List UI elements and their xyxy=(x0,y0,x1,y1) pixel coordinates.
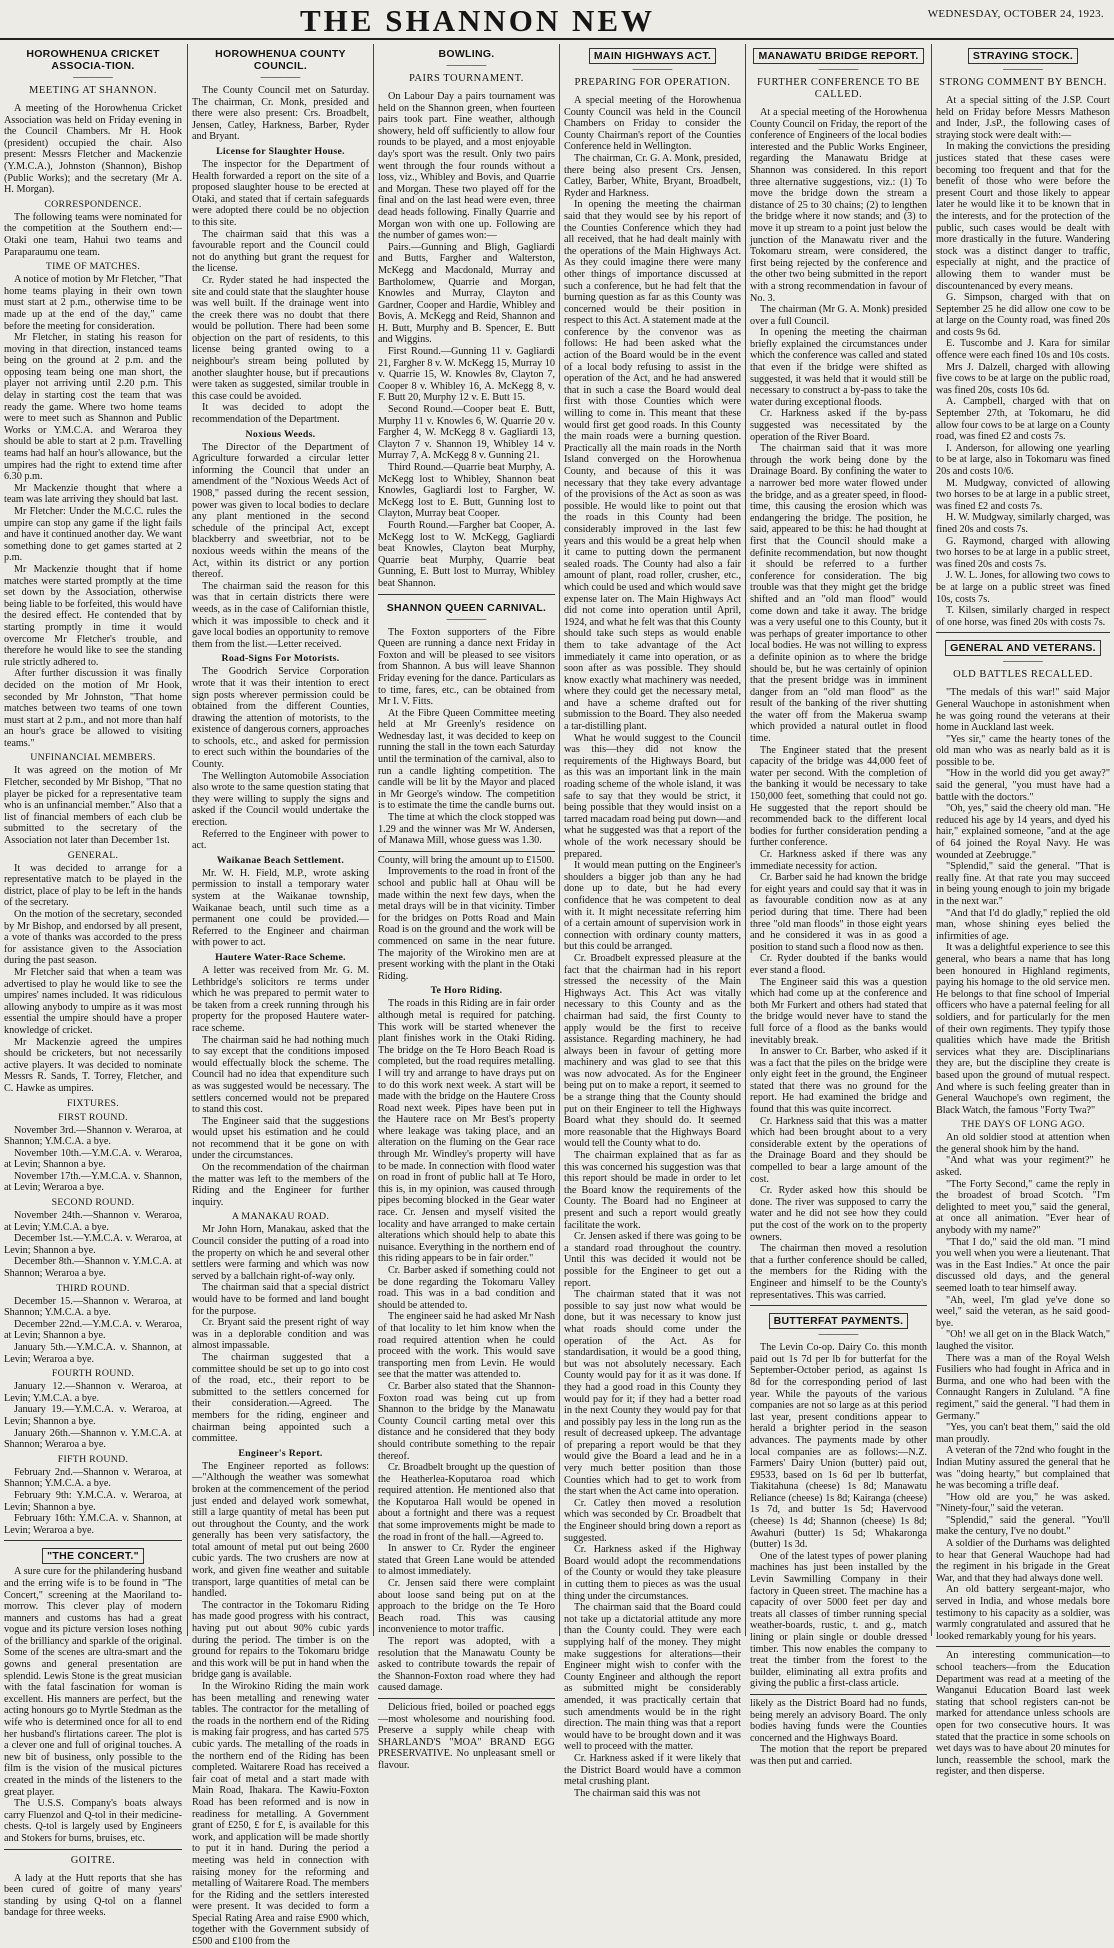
paragraph: "That I do," said the old man. "I mind you well when you were a lieutenant. That was in the East Indies." At once the pair discussed old days, and the general seemed loath to tear himself away. xyxy=(936,1236,1110,1294)
paragraph: The chairman (Mr G. A. Monk) presided over a full Council. xyxy=(750,304,927,327)
paragraph: In the Wirokino Riding the main work has been metalling and renewing water tables. The contractor for the metalling of the roads in the northern end of the Riding is making fair progress, and has carted 575 cubic yards. The metalling of the roads in the northern end of the Riding has been completed. Waitarere Road has received a fair coat of metal and a start made with Main Road, Ihakara. The Kawiu-Foxton Road has been reformed and is now in readiness for metalling. A Government grant of £250, £ for £, is available for this work, and application will be made shortly to put it in hand. During the period a meeting was held in connection with raising money for the reforming and metalling of Waitarere Road. The members for the Riding and the settlers interested were present. It was decided to form a Special Rating Area and raise £900 which, together with the Government subsidy of £500 and £100 from the xyxy=(192,1681,369,1948)
subheadline: PREPARING FOR OPERATION. xyxy=(574,77,731,88)
paragraph: After further discussion it was finally decided on the motion of Mr Hook, seconded by Mr Johnston, "That home matches between two teams of one town must start at 2 p.m., and not more than half an hour's grace be allowed to visiting teams." xyxy=(4,668,182,749)
column-rule xyxy=(373,44,374,1636)
paragraph: Cr. Bryant said the present right of way was in a deplorable condition and was almost impassable. xyxy=(192,1317,369,1352)
paragraph: J. W. L. Jones, for allowing two cows to be at large on a public street was fined 10s, costs 7s. xyxy=(936,570,1110,605)
paragraph: Mr John Horn, Manakau, asked that the Council consider the putting of a road into the property on which he and several other settlers were farming and which was now served by a ballchain right-of-way only. xyxy=(192,1224,369,1282)
fixture-line: November 3rd.—Shannon v. Weraroa, at Shannon; Y.M.C.A. a bye. xyxy=(4,1124,182,1148)
paragraph: The Engineer said this was a question which had come up at the conference and both Mr Furkert and others had stated that the bridge would never have to stand the full force of a flood as the banks would inevitably break. xyxy=(750,976,927,1046)
paragraph: There was a man of the Royal Welsh Fusiliers who had fought in Africa and in Burma, and one who had been with the Connaught Rangers in Zululand. "A fine regiment," said the general. "I had them in Germany." xyxy=(936,1352,1110,1422)
section-heading: Road-Signs For Motorists. xyxy=(221,653,340,665)
article-header xyxy=(936,632,1110,658)
headline: GENERAL AND VETERANS. xyxy=(945,640,1101,656)
paragraph: The chairman said the reason for this was that in certain districts there were weeds, as in the case of Californian thistle, which it was impossible to check and it gave local bodies an opportunity to remove them from the list.—Letter received. xyxy=(192,580,369,650)
headline: BOWLING. xyxy=(438,48,495,60)
paragraph: The chairman suggested that a committee should be set up to go into cost of the road, etc., their report to be submitted to the settlers concerned for their consideration.—Agreed. The members for the riding, engineer and chairman being appointed such a committee. xyxy=(192,1351,369,1445)
paragraph: It was agreed on the motion of Mr Fletcher, seconded by Mr Bishop, "That no player be picked for a representative team who is an unfinancial member." Also that a list of financial members of each club be submitted to the secretary of the Association not later than December 1st. xyxy=(4,765,182,847)
headline: HOROWHENUA CRICKET ASSOCIA-TION. xyxy=(26,48,160,72)
paragraph: It was decided to adopt the recommendation of the Department. xyxy=(192,402,369,426)
paragraph: G. Simpson, charged with that on September 25 he did allow one cow to be at large on the County road, was fined 20s and costs 9s 6d. xyxy=(936,292,1110,338)
paragraph: The Goodrich Service Corporation wrote that it was their intention to erect sign posts wherever permission could be obtained from the different Counties, drawing the attention of motorists, to the existence of dangerous corners, approaches to schools, etc., and asked for permission to erect such within the boundaries of the County. xyxy=(192,666,369,771)
paragraph: The inspector for the Department of Health forwarded a report on the site of a proposed slaughter house to be erected at Otaki, and stated that if certain safeguards were adopted there could be no objection to this site. xyxy=(192,158,369,228)
paragraph: Cr. Ryder asked how this should be done. The river was supposed to carry the water and he did not see how they could put the cost of the work on to the property owners. xyxy=(750,1185,927,1243)
headline: GOITRE. xyxy=(70,1854,116,1866)
column-3 xyxy=(378,44,555,1771)
ornament-rule: ─────── xyxy=(818,1330,859,1340)
paragraph: "The Forty Second," came the reply in the broadest of broad Scotch. "I'm delighted to meet you," said the general, at once all animation. "Ever hear of anybody with my name?" xyxy=(936,1178,1110,1237)
paragraph: I. Anderson, for allowing one yearling to be at large, also in Tokomaru was fined 20s and costs 10/6. xyxy=(936,442,1110,477)
fixture-line: November 10th.—Y.M.C.A. v. Weraroa, at Levin; Shannon a bye. xyxy=(4,1147,182,1171)
newspaper-title: THE SHANNON NEW xyxy=(300,3,656,38)
fixture-line: December 1st.—Y.M.C.A. v. Weraroa, at Levin; Shannon a bye. xyxy=(4,1233,182,1256)
paragraph: Cr. Broadbelt expressed pleasure at the fact that the chairman had in his report stressed the necessity of the Main Highways Act. This Act was vitally necessary to this County and as the chairman had said, the first County to apply would be the first to receive assistance. Regarding machinery, he had always been in favour of getting more machinery and was glad to see that this was now advocated. As for the Engineer being put on to make a report, it seemed to be a strange thing that the County should put on their Engineer to tell the Highways Board what they should do. It seemed more reasonable that the Highways Board would tell the County what to do. xyxy=(564,952,741,1150)
paragraph: The chairman explained that as far as this was concerned his suggestion was that this report should be made in order to let the Board know the requirements of the County. The Board had no Engineer at present and such a report would greatly facilitate the work. xyxy=(564,1150,741,1231)
paragraph: "Oh! we all get on in the Black Watch," laughed the visitor. xyxy=(936,1329,1110,1352)
paragraph: In answer to Cr. Barber, who asked if it was a fact that the piles on the bridge were only eight feet in the ground, the Engineer stated that there was no ground for the report. He had examined the bridge and found that this was quite incorrect. xyxy=(750,1046,927,1116)
paragraph: In making the convictions the presiding justices stated that these cases were becoming too frequent and that for the benefit of those who were before the present Court and those likely to appear later he would like it to be known that in the interests, and for the protection of the public, such cases would be dealt with more drastically in the future. Wandering stock was a distinct danger to traffic, especially at night, and the practice of allowing them to wander must be discountenanced by every means. xyxy=(936,141,1110,292)
paragraph: Referred to the Engineer with power to act. xyxy=(192,828,369,852)
paragraph: "Yes, you can't beat them," said the old man proudly. xyxy=(936,1422,1110,1445)
column-5 xyxy=(750,44,927,1767)
subheadline: PAIRS TOURNAMENT. xyxy=(409,73,524,84)
paragraph: It was decided to arrange for a representative match to be played in the district, place of play to be left in the hands of the secretary. xyxy=(4,862,182,909)
section-heading: FIRST ROUND. xyxy=(58,1111,128,1123)
fixture-line: December 15.—Shannon v. Weraroa, at Shannon; Y.M.C.A. a bye. xyxy=(4,1295,182,1319)
ornament-rule: ─────── xyxy=(446,614,487,624)
section-heading: Te Horo Riding. xyxy=(430,985,503,997)
paragraph: The chairman, Cr. G. A. Monk, presided, there being also present Crs. Jensen, Catley, Barber, White, Bryant, Broadbelt, Ryder and Harkness. xyxy=(564,152,741,199)
paragraph: "Splendid," said the general. "That is really fine. At that rate you may succeed in being young enough to join my brigade in the next war." xyxy=(936,861,1110,907)
paragraph: The Director of the Department of Agriculture forwarded a circular letter informing the Council that under an amendment of the "Noxious Weeds Act of 1908," passed during the recent session, power was given to local bodies to declare any plant mentioned in the second schedule of the principal Act, except blackberry and sweetbriar, not to be noxious weeds within the means of the Act, within its district or any portion thereof. xyxy=(192,441,369,581)
paragraph: A veteran of the 72nd who fought in the Indian Mutiny assured the general that he was "doing hearty," but complained that he was becoming a trifle deaf. xyxy=(936,1445,1110,1492)
paragraph: On the motion of the secretary, seconded by Mr Bishop, and endorsed by all present, a vote of thanks was accorded to the press for assistance given to the Association during the past season. xyxy=(4,909,182,967)
headline: "THE CONCERT." xyxy=(42,1548,144,1564)
paragraph: County, will bring the amount up to £1500. xyxy=(378,854,555,866)
paragraph: The U.S.S. Company's boats always carry Fluenzol and Q-tol in their medicine-chests. Q-tol is largely used by Engineers and Stokers for burns, bruises, etc. xyxy=(4,1798,182,1844)
headline: MANAWATU BRIDGE REPORT. xyxy=(753,48,923,64)
fixture-line: February 9th: Y.M.C.A. v. Weraroa, at Levin; Shannon a bye. xyxy=(4,1489,182,1513)
section-heading: FIFTH ROUND. xyxy=(57,1453,129,1465)
paragraph: An old soldier stood at attention when the general shook him by the hand. xyxy=(936,1132,1110,1155)
paragraph: A soldier of the Durhams was delighted to hear that General Wauchope had had the regiment in his brigade in the Great War, and that they had always done well. xyxy=(936,1538,1110,1584)
article-header xyxy=(192,48,369,82)
subheadline: FURTHER CONFERENCE TO BE CALLED. xyxy=(757,77,920,100)
article-header xyxy=(378,594,555,624)
paragraph: First Round.—Gunning 11 v. Gagliardi 21, Fargher 8 v. W. McKegg 15, Murray 10 v. Quarrie 15, W. Knowles 8v, Clayton 7, Cooper 8 v. Whibley 16, A. McKegg 8, v. F. Butt 20, Murphy 12 v. E. Butt 15. xyxy=(378,346,555,404)
article-header xyxy=(564,44,741,66)
column-rule xyxy=(559,44,560,1636)
paragraph: A meeting of the Horowhenua Cricket Association was held on Friday evening in the Council Chambers. Mr H. Hook (president) occupied the chair. Also present: Messrs Fletcher and Mackenzie (Y.M.C.A.), Johnston (Shannon), Bishop (Public Works); and the secretary (Mr A. H. Morgan). xyxy=(4,103,182,196)
paragraph: In answer to Cr. Ryder the engineer stated that Green Lane would be attended to almost immediately. xyxy=(378,1543,555,1578)
paragraph: Cr. Harkness asked if the by-pass suggested was necessitated by the operation of the River Board. xyxy=(750,408,927,443)
section-heading: Noxious Weeds. xyxy=(245,428,316,440)
ornament-rule: ─────── xyxy=(260,73,301,82)
paragraph: The engineer said he had asked Mr Nash of that locality to let him know when the road required attention when he could proceed with the work. This would save transporting men from Levin. He would see that the matter was attended to. xyxy=(378,1311,555,1381)
subheadline: OLD BATTLES RECALLED. xyxy=(953,669,1093,681)
paragraph: "Ah, weel, I'm glad ye've done so weel," said the veteran, as he said good-bye. xyxy=(936,1294,1110,1329)
paragraph: A sure cure for the philandering husband and the erring wife is to be found in "The Concert," screening at the Maoriland to-morrow. This clever play of modern manners and customs has had a great vogue and its picture version loses nothing of the brilliancy and sparkle of the original. Some of the scenes are ultra-smart and the gowns and general presentation are splendid. Lewis Stone is the great musician with the fatal fascination for woman is excellent. His manners are perfect, but the acting honours go to Myrtle Stedman as the wife who is determined once for all to end her husband's flirtations career. The plot is a clever one and full of original touches. A new bit of business, only possible to the film is the vision of the musical pictures created in the minds of the listeners to the great player. xyxy=(4,1566,182,1798)
paragraph: Mr Mackenzie agreed the umpires should be cricketers, but not necessarily active players. It was decided to nominate Messrs R. Sands, T. Torrey, Fletcher, and C. Hawke as umpires. xyxy=(4,1036,182,1094)
article-header xyxy=(4,1849,182,1867)
paragraph: The motion that the report be prepared was then put and carried. xyxy=(750,1744,927,1767)
subheadline: MEETING AT SHANNON. xyxy=(28,85,157,96)
fixture-line: November 17th.—Y.M.C.A. v. Shannon, at Levin; Weraroa a bye. xyxy=(4,1170,182,1194)
section-heading: FIXTURES. xyxy=(67,1097,119,1109)
paragraph: The Engineer said that the suggestions would upset his estimation and he could not recommend that it be gone on with under the circumstances. xyxy=(192,1115,369,1162)
column-rule xyxy=(187,44,188,1636)
article-header xyxy=(750,44,927,66)
section-heading: CORRESPONDENCE. xyxy=(44,198,142,210)
paragraph: Cr. Jensen said there were complaint about loose sand being put on at the approach to the bridge on the Te Horo Beach road. This was causing inconvenience to motor traffic. xyxy=(378,1578,555,1636)
paragraph: Cr. Harkness asked if there was any immediate necessity for action. xyxy=(750,849,927,872)
article-header xyxy=(4,1540,182,1566)
paragraph: likely as the District Board had no funds, being merely an advisory Board. The only bodies having funds were the Counties concerned and the Highways Board. xyxy=(750,1697,927,1744)
paragraph: What he would suggest to the Council was this—they did not know the requirements of the Highways Board, but as this was an important link in the main roading scheme of the whole island, it was safe to say that they would be strict, it being possible that they would insist on a tarred macadam road being put down—and what he suggested was that a report of the whole of the work necessary should be prepared. xyxy=(564,732,741,860)
paragraph: Mr Mackenzie thought that if home matches were started promptly at the time set down by the Association, otherwise being liable to be forfeited, this would have the desired effect. He contended that by starting promptly in time it would overcome Mr Fletcher's trouble, and therefore he would like to see the standing rule strictly adhered to. xyxy=(4,563,182,668)
fixture-line: December 8th.—Shannon v. Y.M.C.A. at Shannon; Weraroa a bye. xyxy=(4,1256,182,1280)
paragraph: Cr. Catley then moved a resolution which was seconded by Cr. Broadbelt that the Engineer should bring down a report as suggested. xyxy=(564,1497,741,1544)
paragraph: Mr. W. H. Field, M.P., wrote asking permission to install a temporary water system at the Waikanae township, Waikanae beach, until such time as a permanent one could be provided.—Referred to the Engineer and chairman with power to act. xyxy=(192,867,369,949)
paragraph: "The medals of this war!" said Major General Wauchope in astonishment when he was going round the veterans at their home in Auckland last week. xyxy=(936,687,1110,734)
paragraph: An old battery sergeant-major, who served in India, and whose medals bore testimony to his capacity as a soldier, was warmly congratulated and assured that he looked remarkably young for his years. xyxy=(936,1584,1110,1642)
paragraph: "How old are you," he was asked. "Ninety-four," said the veteran. xyxy=(936,1491,1110,1515)
paragraph: M. Mudgway, convicted of allowing two horses to be at large in a public street, was fined £2 and costs 7s. xyxy=(936,477,1110,512)
paragraph: The Foxton supporters of the Fibre Queen are running a dance next Friday in Foxton and will be pleased to see visitors from Shannon. A bus will leave Shannon Friday evening for the dance. Particulars as to time, fares, etc., can be obtained from Mr I. V. Fitts. xyxy=(378,626,555,708)
ornament-rule: ─────── xyxy=(1003,65,1043,74)
paragraph: The contractor in the Tokomaru Riding has made good progress with his contract, having put out about 90% cubic yards during the period. The timber is on the ground for repairs to the Tokomaru bridge and this work will be put in hand when the bridge gang is available. xyxy=(192,1599,369,1681)
column-6 xyxy=(936,44,1110,1778)
paragraph: On the recommendation of the chairman the matter was left to the members of the Riding and the Engineer for further inquiry. xyxy=(192,1162,369,1208)
headline: STRAYING STOCK. xyxy=(968,48,1078,64)
paragraph: It was a delightful experience to see this general, who bears a name that has long been honoured in Highland regiments, paying his homage to the old service men. He belongs to that fine school of Imperial officers who have a paternal feeling for all soldiers, and for particularly for the men of their own regiments. They typify those qualities which have made the British services what they are. Disciplinarians they are, but the discipline they create is based upon the ground of mutual respect. And where is such feeling greater than in General Wauchope's own regiment, the Black Watch, the famous "Forty Twa?" xyxy=(936,942,1110,1116)
section-heading: SECOND ROUND. xyxy=(51,1197,135,1209)
section-heading: TIME OF MATCHES. xyxy=(45,261,141,273)
paragraph: T. Kilsen, similarly charged in respect of one horse, was fined 20s with costs 7s. xyxy=(936,605,1110,628)
fixture-line: January 19.—Y.M.C.A. v. Weraroa, at Levin; Shannon a bye. xyxy=(4,1404,182,1427)
fixture-line: February 2nd.—Shannon v. Weraroa, at Shannon; Y.M.C.A. a bye. xyxy=(4,1466,182,1490)
paragraph: A notice of motion by Mr Fletcher, "That home teams playing in their own town must start at 2 p.m., otherwise time to be made up at the end of the day," came before the meeting for consideration. xyxy=(4,274,182,332)
paragraph: Third Round.—Quarrie beat Murphy, A. McKegg lost to Whibley, Shannon beat Knowles, Gagliardi lost to Fargher, W. McKegg lost to E. Butt, Gunning lost to Clayton, Murray beat Cooper. xyxy=(378,462,555,520)
paragraph: The report was adopted, with a resolution that the Manawatu County be asked to contribute towards the repair of the Shannon-Foxton road where they had caused damage. xyxy=(378,1636,555,1694)
paragraph: On Labour Day a pairs tournament was held on the Shannon green, when fourteen pairs took part. Fine weather, although showery, held off sufficiently to allow four rounds to be played, and a most enjoyable day's sport was the result. Only two pairs went through the four rounds without a loss, viz., Whibley and Bovis, and Quarrie and Morgan. These two played off for the final and on the last head were even, three dead heads following. Finally Quarrie and Morgan won with one up. Following are the number of games won:— xyxy=(378,91,555,242)
paragraph: "Yes sir," came the hearty tones of the old man who was as nearly bald as it is possible to be. xyxy=(936,733,1110,768)
section-heading: Waikanae Beach Settlement. xyxy=(216,854,345,866)
paragraph: The chairman said that the Board could not take up a dictatorial attitude any more than the County could. They were each supplying half of the money. They might make suggestions for alterations—their Engineer might wish to confer with the County Engineer and although the report as submitted might be considerably amended, it was practically certain that such amendments would be in the right direction. The main thing was that a report would have to be brought down and it was well to proceed with the matter. xyxy=(564,1602,741,1753)
section-heading: License for Slaughter House. xyxy=(216,145,345,157)
paragraph: "Oh, yes," said the cheery old man. "He reduced his age by 14 years, and dyed his hair," explained someone, "and at the age of 64 joined the Royal Navy. He was wounded at Zeebrugge." xyxy=(936,803,1110,861)
paragraph: "How in the world did you get away?" said the general, "you must have had a battle with the doctors." xyxy=(936,768,1110,803)
paragraph: Mrs J. Dalzell, charged with allowing five cows to be at large on the public road, was fined 20s, costs 10s 6d. xyxy=(936,361,1110,396)
fixture-line: January 26th.—Shannon v. Y.M.C.A. at Shannon; Weraroa a bye. xyxy=(4,1427,182,1451)
paragraph: A lady at the Hutt reports that she has been cured of goitre of many years' standing by using Q-tol on a flannel bandage for three weeks. xyxy=(4,1872,182,1919)
paragraph: Cr. Harkness said that this was a matter which had been brought about to a very considerable extent by the operations of the Drainage Board and they should be compelled to bear a large amount of the cost. xyxy=(750,1115,927,1185)
paragraph: Mr Fletcher said that when a team was advertised to play he would like to see the umpires' names included. It was ridiculous allowing anybody to umpire as it was most essential the umpire should have a proper knowledge of cricket. xyxy=(4,966,182,1036)
masthead xyxy=(0,0,1114,40)
paragraph: Mr Fletcher: Under the M.C.C. rules the umpire can stop any game if the light fails and have it continued another day. We want something done to get games started at 2 p.m. xyxy=(4,506,182,564)
ornament-rule: ─────── xyxy=(446,61,487,70)
paragraph: The chairman stated that it was not possible to say just now what would be done, but it was necessary to know just what roads should come under the operation of the Act. As for standardisation, it would be a good thing, but was not absolutely necessary. Each County would pay for it as it was done. If they had a good road in this County they would pay for it; if they had a better road in the next County they would pay for that and possibly pay less in the long run as the result of decreased upkeep. The advantage of preparing a report would be that they would give the Board a lead and he in a very much better position than those Counties which had to get to work from the start when the Act came into operation. xyxy=(564,1289,741,1498)
article-header xyxy=(936,44,1110,66)
paragraph: "Splendid," said the general. "You'll make the century, I've no doubt." xyxy=(936,1514,1110,1538)
section-heading: Hautere Water-Race Scheme. xyxy=(215,951,346,963)
section-heading: FOURTH ROUND. xyxy=(51,1368,135,1380)
paragraph: The chairman said that this was a favourable report and the Council could not do anything but grant the request for the license. xyxy=(192,228,369,275)
paragraph: Cr. Barber said he had known the bridge for eight years and could say that it was in as favourable condition now as at any period during that time. There had been three "old man floods" in those eight years and he considered it was in as good a position to stand such a flood now as then. xyxy=(750,872,927,953)
paragraph: In opening the meeting the chairman said that they would see by his report of the Counties Conference which they had all received, that he had dealt mainly with the operations of the Main Highways Act. As they could imagine there were many other things of importance discussed at such a conference, but he had felt that the burning question as far as this County was concerned would be their position in respect to this Act. A statement made at the conference by the convenor was as follows: He had been asked what the action of the Board would be in the event of a local body refusing to assist in the operation of the Act, and he had answered that in such a case the Board would deal first with those Counties which were willing to come in. This meant that these would first get good roads. In this County the main roads were a burning question. Practically all the main roads in the North Island converged on the Horowhenua County, and because of this it was necessary that they take every advantage of the provisions of the Act as soon as was possible. He would like to point out that the roads in this County had been considerably improved in the last few years and this would be a great help when it came to putting down the permanent sealed roads. The County had also a fair amount of plant, road roller, crusher, etc., which could be used and which would save expense later on. The Main Highways Act did not come into operation until April, 1924, and what he felt was that this County should take such steps as would enable them to take advantage of the Act immediately it came into operation, or as soon after as was possible. They should know exactly what machinery was needed, where they could get the necessary metal, and have a scheme drafted out for submission to the Board. They also needed a tar-distilling plant. xyxy=(564,199,741,733)
paragraph: Cr. Jensen asked if there was going to be a standard road throughout the country. Until this was decided it would not be possible for the Engineer to get out a report. xyxy=(564,1231,741,1289)
headline: SHANNON QUEEN CARNIVAL. xyxy=(386,601,547,614)
paragraph: Cr. Barber asked if something could not be done regarding the Tokomaru Valley road. This was in a bad condition and should be attended to. xyxy=(378,1265,555,1311)
paragraph: The County Council met on Saturday. The chairman, Cr. Monk, presided and there were also present: Crs. Broadbelt, Jensen, Catley, Harkness, Barber, Ryder and Bryant. xyxy=(192,85,369,143)
paragraph: H. W. Mudgway, similarly charged, was fined 20s and costs 7s. xyxy=(936,512,1110,535)
paragraph: Mr Mackenzie thought that where a team was late arriving they should bat last. xyxy=(4,482,182,506)
headline: BUTTERFAT PAYMENTS. xyxy=(769,1313,909,1329)
article-header xyxy=(750,1305,927,1331)
paragraph: The following teams were nominated for the competition at the Southern end:—Otaki one team, Hahui two teams and Paraparaumu one team. xyxy=(4,211,182,258)
paragraph: Cr. Ryder stated he had inspected the site and could state that the slaughter house was well built. If the drainage went into the creek there was no doubt that there would be pollution. There had been some objection on the part of residents, to this license being granted owing to a neighbour's stream being polluted by another slaughter house, but if precautions were taken as suggested, similar trouble in this case could be avoided. xyxy=(192,274,369,402)
section-heading: A MANAKAU ROAD. xyxy=(231,1211,330,1223)
advertisement: Delicious fried, boiled or poached eggs—most wholesome and nourishing food. Preserve a supply while cheap with SHARLAND'S "MOA" BRAND EGG PRESERVATIVE. No unpleasant smell or flavour. xyxy=(378,1701,555,1771)
fixture-line: December 22nd.—Y.M.C.A. v. Weraroa, at Levin; Shannon a bye. xyxy=(4,1318,182,1342)
ornament-rule: ─────── xyxy=(1003,657,1043,667)
paragraph: The chairman said this was not xyxy=(574,1787,701,1799)
fixture-line: January 5th.—Y.M.C.A. v. Shannon, at Levin; Weraroa a bye. xyxy=(4,1342,182,1365)
paragraph: At a special meeting of the Horowhenua County Council on Friday, the report of the conference of Engineers of the local bodies interested and the Public Works Engineer, regarding the Manawatu Bridge at Shannon was considered. In this report three alternative suggestions, viz.: (1) To move the bridge down the stream a distance of 25 to 30 chains; (2) to lengthen the bridge where it now stands; and (3) to move it up stream to a point just below the junction of the Manawatu river and the Tokomaru stream, were considered, the first being rejected by the conference and the other two being submitted in the report with a strong recommendation in favour of No. 3. xyxy=(750,107,927,304)
paragraph: A letter was received from Mr. G. M. Lethbridge's solicitors re terms under which he was prepared to permit water to be taken from a creek running through his property for the proposed Hautere water-race scheme. xyxy=(192,964,369,1034)
section-heading: THE DAYS OF LONG AGO. xyxy=(961,1119,1085,1131)
section-heading: UNFINANCIAL MEMBERS. xyxy=(30,752,156,764)
paragraph: Improvements to the road in front of the school and public hall at Ohau will be made within the next few days, when the metal drays will be in that vicinity. Timber for the bridges on Potts Road and Main Road is on the ground and the work will be commenced on same in the near future. The majority of the Wirokino men are at present working with the plant in the Otaki Riding. xyxy=(378,866,555,982)
paragraph: At a special sitting of the J.SP. Court held on Friday before Messrs Matheson and Inder, J.sP., the following cases of straying stock were dealt with:— xyxy=(936,95,1110,141)
paragraph: A. Campbell, charged with that on September 27th, at Tokomaru, he did allow four cows to be at large on a County road, was fined £2 and costs 7s. xyxy=(936,396,1110,443)
paragraph: E. Tuscombe and J. Kara for similar offence were each fined 10s and 10s costs. xyxy=(936,338,1110,362)
paragraph: "And what was your regiment?" he asked. xyxy=(936,1155,1110,1179)
article-header xyxy=(4,48,182,97)
paragraph: A special meeting of the Horowhenua County Council was held in the Council Chambers on Friday to consider the County Chairman's report of the Counties Conference held in Wellington. xyxy=(564,95,741,153)
paragraph: The roads in this Riding are in fair order although metal is required for patching. This work will be started whenever the plant finishes work in the Otaki Riding. The bridge on the Te Horo Beach Road is completed, but the road requires metalling. I will try and arrange to have drays put on to do this work next week. A start will be made with the bridge on the Hautere Cross Road next week. Pipes have been put in the Hautere race on Mr Best's property where leakage was taking place, and an alteration on the fluming on the Gear race through Mr. Windley's property will have to be made. In connection with flood water on road in front of public hall at Te Horo, this is, in my opinion, was caused through pipes becoming blocked in the Gear water race. Cr. Jensen and myself visited the locality and have arranged to make certain alterations which should help to abate this nuisance. Everything in the northern end of this riding appears to be in fair order." xyxy=(378,998,555,1265)
column-rule xyxy=(931,44,932,1636)
headline: MAIN HIGHWAYS ACT. xyxy=(589,48,716,64)
paragraph: The Wellington Automobile Association also wrote to the same question stating that they were willing to supply the signs and asked if the Council would undertake the erection. xyxy=(192,770,369,829)
column-4 xyxy=(564,44,741,1799)
column-2 xyxy=(192,44,369,1948)
paragraph: Cr. Harkness asked if it were likely that the District Board would have a common metal crushing plant. xyxy=(564,1752,741,1788)
paragraph: At the Fibre Queen Committee meeting held at Mr Greenly's residence on Wednesday last, it was decided to keep on running the stall in the town each Saturday until the termination of the carnival, also to run a candle lighting competition. The candle will be lit by the Mayor and placed in Mr George's window. The competition is to estimate the time the candle burns out. xyxy=(378,707,555,812)
paragraph: One of the latest types of power planing machines has just been installed by the Levin Sawmilling Company in their factory in Queen street. The machine has a capacity of over 5000 feet per day and treats all classes of timber running special weather-boards, rustic, t. and g., match lining or plain single or double dressed timber. This now enables the company to treat the timber from the forest to the builder, eliminating all extra profits and giving the public a first-class article. xyxy=(750,1550,927,1690)
paragraph: Pairs.—Gunning and Bligh, Gagliardi and Butts, Fargher and Walterston, McKegg and Macdonald, Murray and Bartholomew, Quarrie and Morgan, Knowles and Murray, Clayton and Gardner, Cooper and Hardie, Whibley and Bovis, A. McKegg and Reid, Shannon and H. Butt, Murphy and B. Spencer, E. Butt and Wiggins. xyxy=(378,241,555,346)
fixture-line: February 16th: Y.M.C.A. v. Shannon, at Levin; Weraroa a bye. xyxy=(4,1513,182,1536)
ornament-rule: ─────── xyxy=(73,73,113,82)
paragraph: An interesting communication—to school teachers—from the Education Department was read at a meeting of the Wanganui Education Board last week stating that school registers can-not be marked for attendance unless schools are open for two consecutive hours. It was stated that the practice in some schools on wet days was to have about 20 minutes for lunch, reassemble the school, mark the register, and then disperse. xyxy=(936,1650,1110,1778)
paragraph: The chairman said that a special district would have to be formed and land bought for the purpose. xyxy=(192,1282,369,1317)
column-1 xyxy=(4,44,182,1919)
paragraph: Cr. Barber also stated that the Shannon-Foxton road was being cut up from Shannon to the bridge by the Manawatu County Council carting metal over this distance and he considered that they body should contribute something to the repair thereof. xyxy=(378,1380,555,1462)
ornament-rule: ─────── xyxy=(818,65,859,74)
paragraph: It would mean putting on the Engineer's shoulders a bigger job than any he had done up to date, but he had every confidence that he was competent to deal with it. It might necessitate referring him of a certain amount of supervision work in connection with ordinary county matters, but this could be arranged. xyxy=(564,860,741,953)
paragraph: Cr. Broadbelt brought up the question of the Heatherlea-Koputaroa road which required attention. He mentioned also that the Koputaroa Hall would be opened in about a fortnight and there was a request that some improvements might be made to the road in front of the hall.—Agreed to. xyxy=(378,1462,555,1543)
subheadline: STRONG COMMENT BY BENCH. xyxy=(939,77,1107,88)
paragraph: Second Round.—Cooper beat E. Butt, Murphy 11 v. Knowles 6, W. Quarrie 20 v. Fargher 4, W. McKegg 8 v. Gagliardi 13, Clayton 7 v. Shannon 19, Whibley 14 v. Murray 7, A. McKegg 8 v. Gunning 21. xyxy=(378,404,555,462)
section-heading: GENERAL. xyxy=(67,849,119,861)
paragraph: The time at which the clock stopped was 1.29 and the winner was Mr W. Andersen, of Manawa Mill, whose guess was 1.30. xyxy=(378,812,555,847)
paragraph: Mr Fletcher, in stating his reason for moving in that direction, instanced teams being on the ground at 2 p.m. and the opposing team being one man short, the player not arriving until 2.20 p.m. This delay in starting cost the team that was ready the game. Where two home teams were to meet such as Shannon and Public Works or Y.M.C.A. and Weraroa they should be able to start at 2 p.m. Travelling teams had half an hour's allowance, but the umpires had the right to extend time after 6.30 p.m. xyxy=(4,332,182,483)
paragraph: The chairman then moved a resolution that a further conference should be called, the members for the Riding with the Engineer and himself to be the County's representatives. This was carried. xyxy=(750,1243,927,1301)
paragraph: The Levin Co-op. Dairy Co. this month paid out 1s 7d per lb for butterfat for the September-October period, as against 1s 8d for the corresponding period of last year. While the payouts of the various companies are not so large as at this period last year, present conditions appear to herald a brighter period in the season advances. The payments made by other local companies are as follows:—N.Z. Farmers' Dairy Union (butter) paid out, £9533, based on 1s 6d per lb butterfat, Tiakitahuna (cheese) 1s 8d; Manawatu Reliance (cheese) 1s 8d; Kairanga (cheese) 1s 7d, and butter 1s 5d; Havervood (cheese) 1s 4d; Shannon (cheese) 1s 8d; Awahuri (butter) 1s 5d; Whakaronga (butter) 1s 3d. xyxy=(750,1342,927,1551)
section-heading: Engineer's Report. xyxy=(238,1447,323,1459)
paragraph: The Engineer reported as follows:—"Although the weather was somewhat broken at the commencement of the period just ended and delayed work somewhat, still a large quantity of metal has been put out throughout the County, and the work generally has been very satisfactory, the total amount of metal put out being 2600 cubic yards. The two crushers are now at work, and given fine weather and suitable transport, large quantities of metal can be handled. xyxy=(192,1460,369,1600)
paragraph: Cr. Harkness asked if the Highway Board would adopt the recommendations of the County or would they take pleasure in cutting them to pieces as was the usual thing under the circumstances. xyxy=(564,1544,741,1602)
ornament-rule: ─────── xyxy=(632,65,673,74)
fixture-line: January 12.—Shannon v. Weraroa, at Levin; Y.M.C.A. a bye. xyxy=(4,1381,182,1404)
paragraph: The chairman said that it was more through the work being done by the Drainage Board. By confining the water to a narrower bed more water flowed under the bridge, and as a greater speed, in flood-time, this causing the erosion which was endangering the bridge. The position, he said, appeared to be this: he had thought at first that the Council should make a definite recommendation, but now thought it should be referred to a further conference for consideration. The big trouble was that they might get the bridge shifted and an "old man flood" would come down and take it away. The bridge was a very useful one to this County, but it was perhaps of greater importance to other local bodies. He was not willing to express a definite opinion as to where the bridge should be, but he was certainly of opinion that the present bridge was in imminent danger from an "old man flood" as the result of the banking of the river shutting the water off from the Makerua swamp which provided a natural outlet in flood time. xyxy=(750,443,927,745)
fixture-line: November 24th.—Shannon v. Weraroa, at Levin; Y.M.C.A. a bye. xyxy=(4,1210,182,1233)
paragraph: Cr. Ryder doubted if the banks would ever stand a flood. xyxy=(750,953,927,976)
column-rule xyxy=(745,44,746,1636)
paragraph: Fourth Round.—Fargher bat Cooper, A. McKegg lost to W. McKegg, Gagliardi beat Knowles, Clayton beat Murphy, Quarrie beat Murphy, Quarrie beat Gunning, E. Butt lost to Murray, Whibley beat Shannon. xyxy=(378,519,555,589)
paragraph: The Engineer stated that the present capacity of the bridge was 44,000 feet of water per second. With the completion of the banking it would be necessary to take 150,000 feet, something that could not go. He suggested that the report should be recommended back to the different local bodies for further consideration pending a further conference. xyxy=(750,744,927,849)
paragraph: "And that I'd do gladly," replied the old man, whose shining eyes belied the infirmities of age. xyxy=(936,907,1110,942)
paragraph: In opening the meeting the chairman briefly explained the circumstances under which the conference was called and stated that even if the bridge were shifted as suggested, it was held that it would still be necessary to construct a by-pass to take the water during exceptional floods. xyxy=(750,327,927,408)
article-header xyxy=(378,48,555,85)
dateline: WEDNESDAY, OCTOBER 24, 1923. xyxy=(927,8,1104,20)
headline: HOROWHENUA COUNTY COUNCIL. xyxy=(215,48,346,72)
paragraph: G. Raymond, charged with allowing two horses to be at large in a public street, was fined 20s and costs 7s. xyxy=(936,535,1110,570)
section-heading: THIRD ROUND. xyxy=(56,1282,130,1294)
paragraph: The chairman said he had nothing much to say except that the conditions imposed would effectually block the scheme. The Council had no idea that expenditure such as was suggested would be necessary. The settlers concerned would not be prepared to stand this cost. xyxy=(192,1034,369,1116)
